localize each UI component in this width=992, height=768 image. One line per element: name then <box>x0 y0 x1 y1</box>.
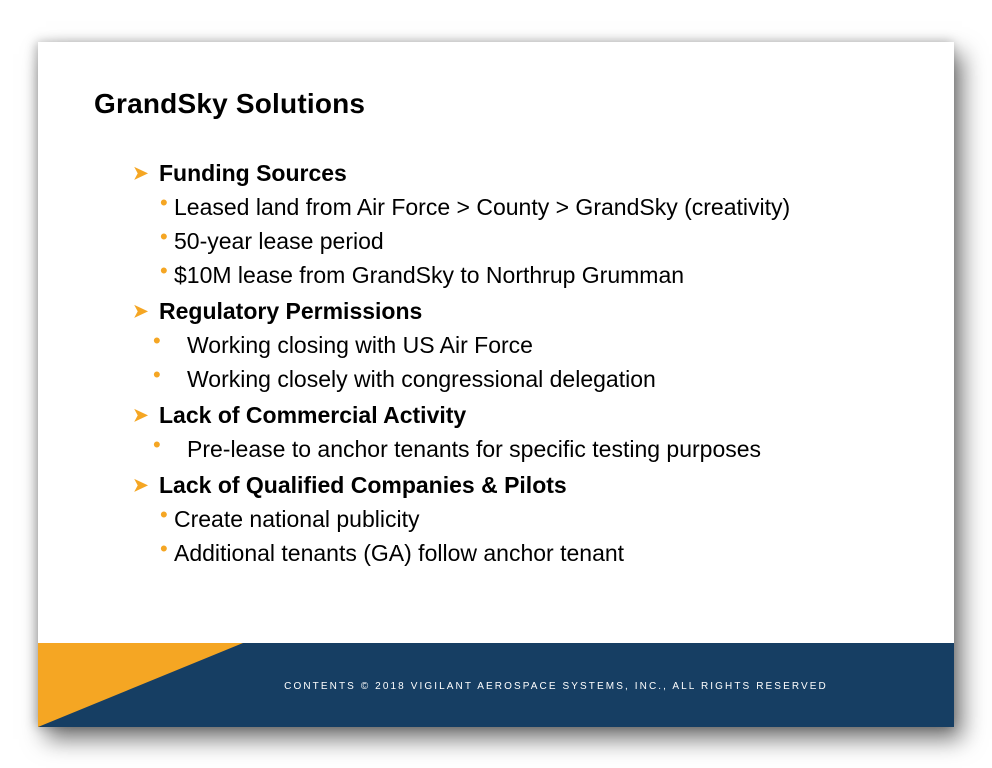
list-item-text: Additional tenants (GA) follow anchor tenant <box>174 539 625 566</box>
dot-bullet-icon: • <box>160 502 168 527</box>
section-regulatory-permissions <box>133 294 933 396</box>
list-item-text: Leased land from Air Force > County > GrandSky (creativity) <box>174 193 791 220</box>
section-commercial-activity <box>133 398 933 466</box>
section-heading <box>133 294 933 328</box>
dot-bullet-icon: • <box>160 190 168 215</box>
section-funding-sources <box>133 156 933 292</box>
list-item <box>133 328 933 362</box>
section-qualified-companies <box>133 468 933 570</box>
arrow-bullet-icon: ➤ <box>133 163 149 183</box>
section-heading-label: Funding Sources <box>159 159 347 186</box>
dot-bullet-icon: • <box>160 224 168 249</box>
section-heading <box>133 156 933 190</box>
list-item-text: Create national publicity <box>174 505 420 532</box>
list-item-text: 50-year lease period <box>174 227 384 254</box>
dot-bullet-icon: • <box>153 362 161 387</box>
list-item <box>133 362 933 396</box>
dot-bullet-icon: • <box>153 432 161 457</box>
list-item-text: Working closely with congressional delegation <box>187 365 656 392</box>
list-item <box>133 502 933 536</box>
list-item-text: Pre-lease to anchor tenants for specific testing purposes <box>187 435 762 462</box>
footer-copyright: CONTENTS © 2018 VIGILANT AEROSPACE SYSTEMS, INC., ALL RIGHTS RESERVED <box>284 681 828 692</box>
section-heading-label: Regulatory Permissions <box>159 297 423 324</box>
arrow-bullet-icon: ➤ <box>133 301 149 321</box>
arrow-bullet-icon: ➤ <box>133 405 149 425</box>
slide-title: GrandSky Solutions <box>94 88 366 119</box>
footer-bar <box>38 643 954 727</box>
list-item <box>133 190 933 224</box>
slide <box>38 42 954 727</box>
section-heading <box>133 398 933 432</box>
section-heading-label: Lack of Commercial Activity <box>159 401 467 428</box>
list-item <box>133 536 933 570</box>
dot-bullet-icon: • <box>153 328 161 353</box>
list-item-text: $10M lease from GrandSky to Northrup Grumman <box>174 261 685 288</box>
list-item <box>133 258 933 292</box>
dot-bullet-icon: • <box>160 536 168 561</box>
arrow-bullet-icon: ➤ <box>133 475 149 495</box>
list-item-text: Working closing with US Air Force <box>187 331 533 358</box>
slide-content <box>133 156 933 572</box>
list-item <box>133 432 933 466</box>
section-heading-label: Lack of Qualified Companies & Pilots <box>159 471 567 498</box>
list-item <box>133 224 933 258</box>
section-heading <box>133 468 933 502</box>
dot-bullet-icon: • <box>160 258 168 283</box>
